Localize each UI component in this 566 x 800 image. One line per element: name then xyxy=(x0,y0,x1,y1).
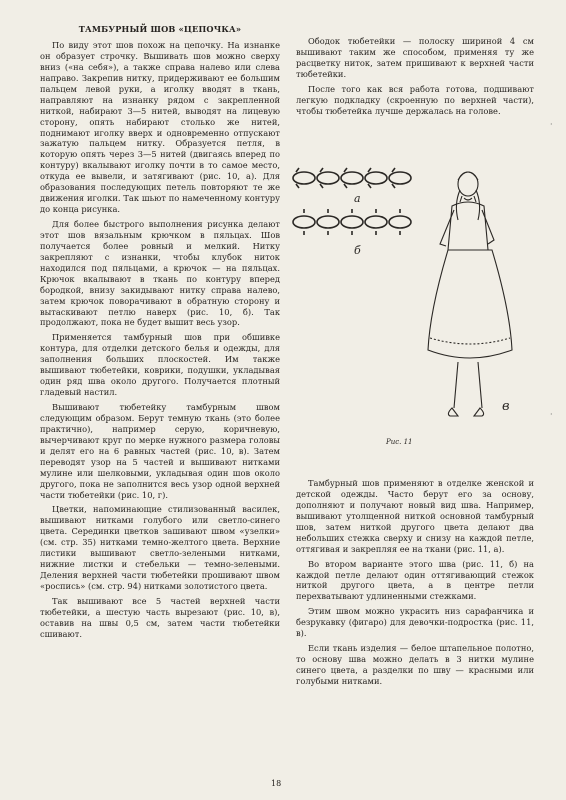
stitch-row-b xyxy=(293,209,411,235)
paragraph: Этим швом можно украсить низ сарафанчика и безрукавку (фигаро) для девочки-подростка (рис. 11, в). xyxy=(296,606,534,639)
paragraph: Ободок тюбетейки — полоску шириной 4 см вышивают таким же способом, применяя ту же расцветку ниток, затем пришивают к верхней части тюбетейки. xyxy=(296,36,534,79)
left-column xyxy=(40,24,280,644)
page-number: 18 xyxy=(271,779,282,788)
figure-caption: Рис. 11 xyxy=(386,438,413,446)
paragraph: Цветки, напоминающие стилизованный василек, вышивают нитками голубого или светло-синего цвета. Серединки цветков зашивают швом «узелки» (см. стр. 35) нитками темно-желтого цвета. Верхние листики вышивают светло-зелеными нитками, нижние листки и стебельки — темно-зелеными. Деления верхней части тюбетейки прошивают швом «роспись» (см. стр. 94) нитками золотистого цвета. xyxy=(40,504,280,591)
girl-figure xyxy=(428,172,512,416)
right-column-bottom xyxy=(296,478,534,691)
right-column-top xyxy=(296,36,534,121)
page-heading: ТАМБУРНЫЙ ШОВ «ЦЕПОЧКА» xyxy=(78,24,242,34)
paragraph: Применяется тамбурный шов при обшивке контура, для отделки детского белья и одежды, для заполнения больших плоскостей. Им также вышивают тюбетейки, коврики, подушки, укладывая один ряд шва около другого. Получается плотный гладевый настил. xyxy=(40,332,280,398)
paragraph: Вышивают тюбетейку тамбурным швом следующим образом. Берут темную ткань (это более практично), например серую, коричневую, вычерчивают круг по мерке нужного размера головы и делят его на 6 равных частей (рис. 10, в). Затем переводят узор на 5 частей и вышивают нитками мулине или шелковыми, укладывая один шов около другого, пока не заполнится весь узор одной верхней части тюбетейки (рис. 10, г). xyxy=(40,402,280,500)
label-c: в xyxy=(502,399,510,414)
margin-tick: · xyxy=(550,120,553,129)
label-b: б xyxy=(354,244,361,257)
stitch-row-a xyxy=(293,168,411,188)
paragraph: Для более быстрого выполнения рисунка делают этот шов вязальным крючком в пяльцах. Шов получается более ровный и мелкий. Нитку закрепляют с изнанки, чтобы клубок ниток находился под пяльцами, а крючок — на пяльцах. Крючок вкалывают в ткань по контуру вперед бородкой, внизу закидывают нитку справа налево, затем крючок поворачивают в обратную сторону и вытаскивают петлю наверх (рис. 10, б). Так продолжают, пока не будет вышит весь узор. xyxy=(40,219,280,328)
figure-11-illustration xyxy=(286,150,536,450)
margin-tick: · xyxy=(550,410,553,419)
paragraph: Если ткань изделия — белое штапельное полотно, то основу шва можно делать в 3 нитки мулине синего цвета, а разделки по шву — красными или голубыми нитками. xyxy=(296,643,534,686)
paragraph: Тамбурный шов применяют в отделке женской и детской одежды. Часто берут его за основу, дополняют и получают новый вид шва. Например, вышивают утолщенной ниткой основной тамбурный шов, затем ниткой другого цвета делают два небольших стежка сверху и снизу на каждой петле, оттягивая и закрепляя ее на ткани (рис. 11, а). xyxy=(296,478,534,554)
paragraph: Так вышивают все 5 частей верхней части тюбетейки, а шестую часть вырезают (рис. 10, в), оставив на швы 0,5 см, затем части тюбетейки сшивают. xyxy=(40,595,280,639)
label-a: а xyxy=(354,192,361,205)
paragraph: После того как вся работа готова, подшивают легкую подкладку (скроенную по верхней части), чтобы тюбетейка лучше держалась на голове. xyxy=(296,83,534,116)
stitch-and-girl-drawing xyxy=(286,150,536,450)
paragraph: По виду этот шов похож на цепочку. На изнанке он образует строчку. Вышивать шов можно сверху вниз («на себя»), а также справа налево или слева направо. Закрепив нитку, придерживают ее большим пальцем левой руки, а иголку вводят в ткань, направляют на изнанку рядом с закрепленной ниткой, набирают 3—5 нитей, выводят на лицевую сторону, опять набирают столько же нитей, поднимают иголку вверх и одновременно отпускают зажатую пальцем нитку. Образуется петля, в которую опять через 3—5 нитей (двигаясь вперед по контуру) вкалывают иголку почти в то самое место, откуда ее вывели, и затягивают (рис. 10, а). Для образования последующих петель повторяют те же движения иголки. Так шьют по намеченному контуру до конца рисунка. xyxy=(40,40,280,215)
paragraph: Во втором варианте этого шва (рис. 11, б) на каждой петле делают один оттягивающий стежок ниткой другого цвета, а в центре петли перехватывают удлиненными стежками. xyxy=(296,558,534,602)
